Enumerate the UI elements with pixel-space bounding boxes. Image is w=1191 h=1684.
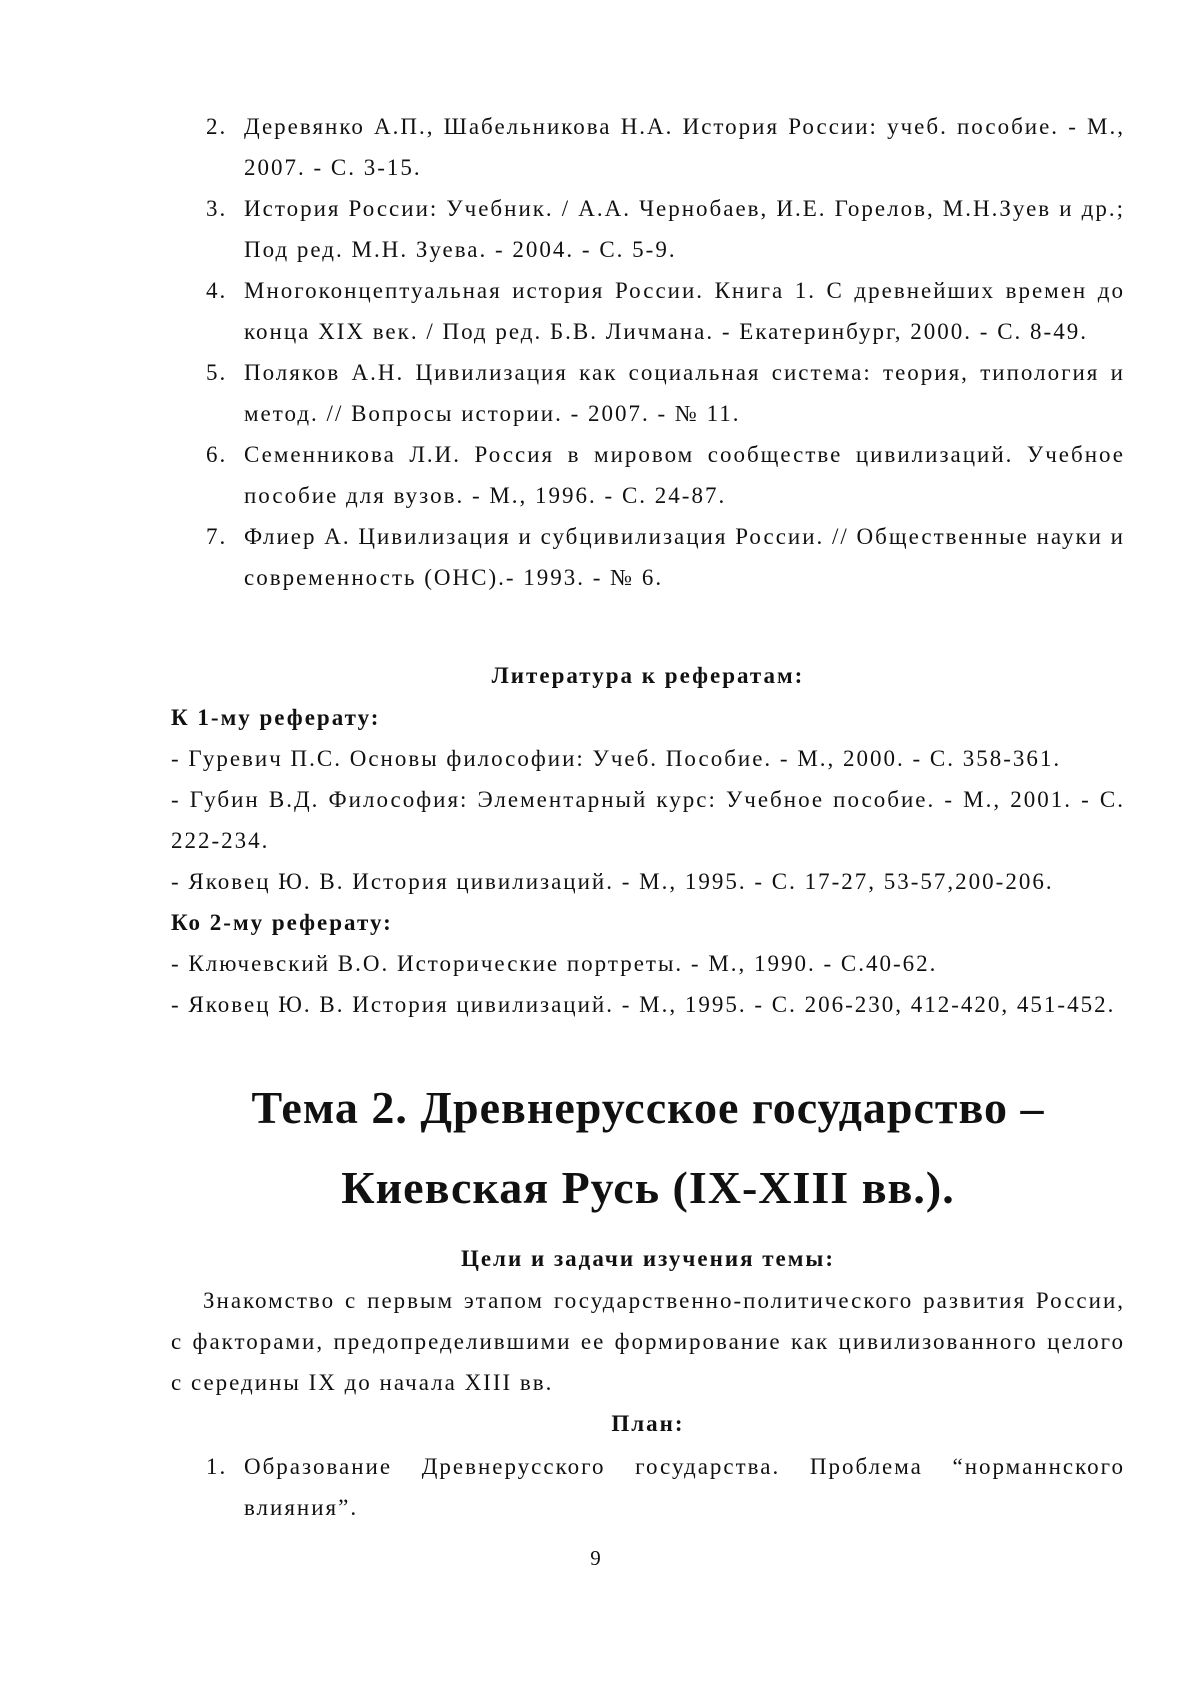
- plan-heading: План:: [611, 1411, 685, 1436]
- list-item-text: Флиер А. Цивилизация и субцивилизация России. // Общественные науки и современность (ОНС).- 1993. - № 6.: [244, 524, 1125, 590]
- page-number: 9: [590, 1546, 601, 1570]
- list-item-text: Семенникова Л.И. Россия в мировом сообществе цивилизаций. Учебное пособие для вузов. - М., 1996. - С. 24-87.: [244, 442, 1125, 508]
- list-item-number: 5.: [206, 360, 228, 385]
- list-item-number: 4.: [206, 278, 228, 303]
- reference-item: - Губин В.Д. Философия: Элементарный курс: Учебное пособие. - М., 2001. - С. 222-234.: [171, 787, 1125, 853]
- ref1-heading: К 1-му реферату:: [171, 705, 381, 730]
- list-item: [206, 434, 1125, 516]
- list-item: [206, 188, 1125, 270]
- list-item-number: 6.: [206, 442, 228, 467]
- topic-title-line2: Киевская Русь (IX-XIII вв.).: [341, 1162, 955, 1213]
- ref1-section: [171, 697, 1125, 1025]
- goals-paragraph: Знакомство с первым этапом государственно-политического развития России, с факторами, предопределившими ее формирование как цивилизованного целого с середины IX до начала XIII вв.: [171, 1288, 1125, 1395]
- bibliography-list: [206, 106, 1125, 598]
- literature-heading: Литература к рефератам:: [491, 663, 805, 688]
- reference-item: - Яковец Ю. В. История цивилизаций. - М., 1995. - С. 17-27, 53-57,200-206.: [171, 869, 1054, 894]
- list-item-number: 7.: [206, 524, 228, 549]
- list-item-number: 1.: [206, 1454, 228, 1479]
- list-item: [206, 1446, 1125, 1528]
- list-item-text: Деревянко А.П., Шабельникова Н.А. История России: учеб. пособие. - М., 2007. - С. 3-15.: [244, 114, 1125, 180]
- plan-list: [206, 1446, 1125, 1528]
- reference-item: - Гуревич П.С. Основы философии: Учеб. Пособие. - М., 2000. - С. 358-361.: [171, 746, 1062, 771]
- topic-title-line1: Тема 2. Древнерусское государство –: [251, 1082, 1045, 1133]
- list-item: [206, 516, 1125, 598]
- list-item: [206, 352, 1125, 434]
- reference-item: - Ключевский В.О. Исторические портреты. - М., 1990. - С.40-62.: [171, 951, 938, 976]
- goals-heading: Цели и задачи изучения темы:: [460, 1246, 836, 1271]
- list-item-number: 2.: [206, 114, 228, 139]
- list-item-text: Поляков А.Н. Цивилизация как социальная система: теория, типология и метод. // Вопросы истории. - 2007. - № 11.: [244, 360, 1125, 426]
- list-item: [206, 270, 1125, 352]
- list-item-text: Многоконцептуальная история России. Книга 1. С древнейших времен до конца XIX век. / Под ред. Б.В. Личмана. - Екатеринбург, 2000. - С. 8-49.: [244, 278, 1125, 344]
- list-item-text: История России: Учебник. / А.А. Чернобаев, И.Е. Горелов, М.Н.Зуев и др.; Под ред. М.Н. Зуева. - 2004. - С. 5-9.: [244, 196, 1125, 262]
- list-item-number: 3.: [206, 196, 228, 221]
- list-item: [206, 106, 1125, 188]
- list-item-text: Образование Древнерусского государства. Проблема “норманнского влияния”.: [244, 1454, 1125, 1520]
- ref2-heading: Ко 2-му реферату:: [171, 910, 393, 935]
- reference-item: - Яковец Ю. В. История цивилизаций. - М., 1995. - С. 206-230, 412-420, 451-452.: [171, 992, 1116, 1017]
